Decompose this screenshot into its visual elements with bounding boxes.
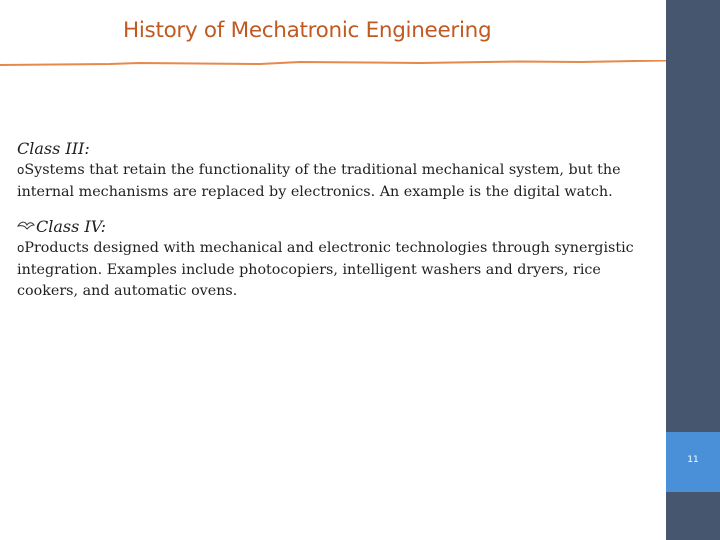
class-iv-heading: Class IV: <box>36 217 107 236</box>
slide-title: History of Mechatronic Engineering <box>123 18 492 43</box>
circle-bullet-icon: o <box>17 163 25 177</box>
class-iv-description <box>17 238 657 303</box>
title-underline <box>0 60 666 66</box>
class-iv-heading-row <box>17 216 657 238</box>
slide-body <box>17 138 657 303</box>
circle-bullet-icon: o <box>17 241 25 255</box>
page-number: 11 <box>687 455 699 465</box>
class-iii-description <box>17 160 657 203</box>
class-iii-heading: Class III: <box>17 139 90 158</box>
class-iv-text: Products designed with mechanical and electronic technologies through synergistic integration. Examples include photocopiers, intelligent washers and dryers, rice cookers, and automatic ovens. <box>17 240 634 299</box>
wingding-bullet-icon <box>17 216 35 238</box>
class-iii-text: Systems that retain the functionality of the traditional mechanical system, but the internal mechanisms are replaced by electronics. An example is the digital watch. <box>17 162 621 200</box>
